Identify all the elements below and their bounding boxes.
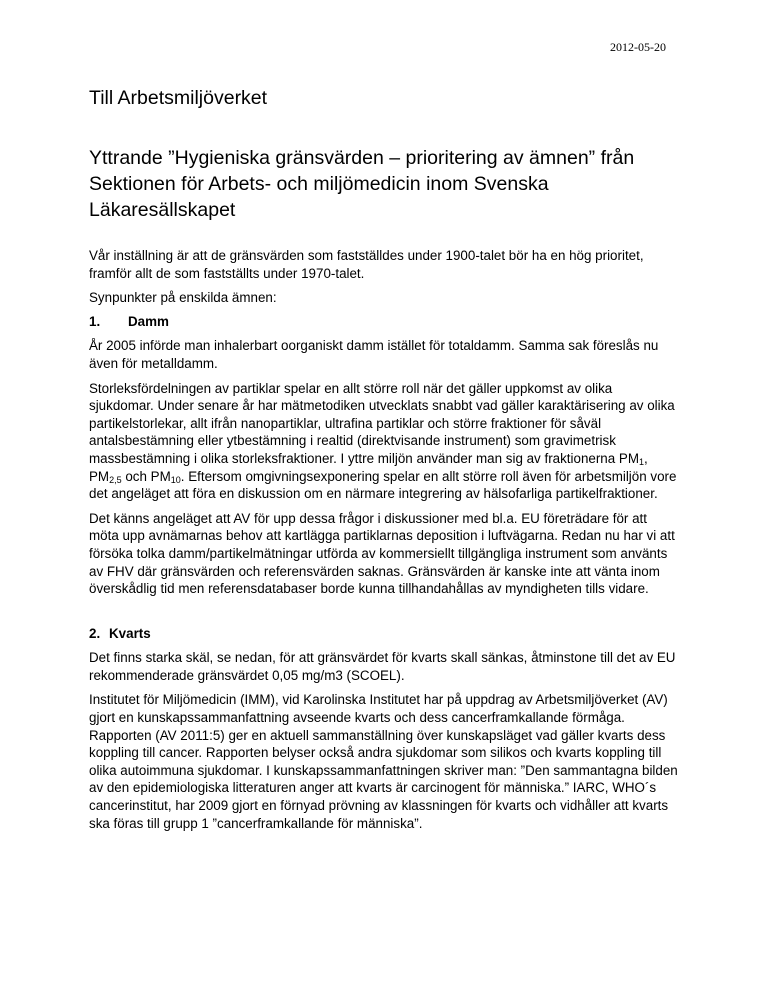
damm-p2-text-a: Storleksfördelningen av partiklar spelar en allt större roll när det gäller uppkomst av olika sjukdomar. Under senare år har mätmetodiken utvecklats snabbt vad gäller karaktärisering av olika partikelstorlekar, allt ifrån nanopartiklar, ultrafina partiklar och större fraktioner för såväl antalsbestämning eller ytbestämning i realtid (direktvisande instrument) som gravimetrisk massbestämning i olika storleksfraktioner. I yttre miljön använder man sig av fraktionerna PM: [89, 380, 675, 466]
section-heading-kvarts: [89, 625, 679, 643]
recipient-line: Till Arbetsmiljöverket: [89, 87, 268, 109]
pm25-prefix: , PM: [89, 450, 648, 484]
document-date: 2012-05-20: [610, 40, 666, 54]
damm-paragraph-3: Det känns angeläget att AV för upp dessa frågor i diskussioner med bl.a. EU företrädare för att möta upp avnämarnas behov att kartlägga partiklarnas deposition i luftvägarna. Redan nu har vi att försöka tolka damm/partikelmätningar utförda av kommersiellt tillgängliga instrument som använts av FHV där gränsvärden och referensvärden saknas. Gränsvärden är kanske inte att vänta inom överskådlig tid men referensdatabaser borde kunna tillhandahållas av myndigheten tills vidare.: [89, 510, 675, 597]
document-body: [89, 247, 679, 839]
section-title: Damm: [128, 313, 169, 329]
section-number: 2.: [89, 625, 101, 641]
document-title: Yttrande ”Hygieniska gränsvärden – prioritering av ämnen” från Sektionen för Arbets- och miljömedicin inom Svenska Läkaresällskapet: [89, 147, 635, 221]
intro-paragraph: Vår inställning är att de gränsvärden som fastställdes under 1900-talet bör ha en hög prioritet, framför allt de som fastställts under 1970-talet.: [89, 248, 644, 281]
pm10-subscript: 10: [170, 474, 181, 485]
kvarts-paragraph-1: Det finns starka skäl, se nedan, för att gränsvärdet för kvarts skall sänkas, åtminstone till det av EU rekommenderade gränsvärdet 0,05 mg/m3 (SCOEL).: [89, 650, 676, 683]
kvarts-paragraph-2: Institutet för Miljömedicin (IMM), vid Karolinska Institutet har på uppdrag av Arbetsmiljöverket (AV) gjort en kunskapssammanfattning avseende kvarts och dess cancerframkallande förmåga. Rapporten (AV 2011:5) ger en aktuell sammanställning över kunskapsläget vad gäller kvarts dess koppling till cancer. Rapporten belyser också andra sjukdomar som silikos och kvarts koppling till olika autoimmuna sjukdomar. I kunskapssammanfattningen skriver man: ”Den sammantagna bilden av den epidemiologiska litteraturen anger att kvarts är carcinogent för människa.” IARC, WHO´s cancerinstitut, har 2009 gjort en förnyad prövning av klassningen för kvarts och vidhåller att kvarts ska föras till grupp 1 ”cancerframkallande för människa”.: [89, 692, 678, 831]
section-heading-damm: [89, 313, 679, 331]
damm-paragraph-2: [89, 380, 679, 503]
pm25-subscript: 2,5: [109, 474, 122, 485]
section-title: Kvarts: [109, 625, 151, 641]
pm1-subscript: 1: [639, 456, 645, 467]
damm-p2-text-b: . Eftersom omgivningsexponering spelar en allt större roll även för arbetsmiljön vore det angeläget att föra en diskussion om en närmare integrering av hälsofarliga partikelfraktioner.: [89, 468, 677, 502]
pm10-prefix: och PM: [121, 468, 171, 484]
damm-paragraph-1: År 2005 införde man inhalerbart oorganiskt damm istället för totaldamm. Samma sak föreslås nu även för metalldamm.: [89, 338, 659, 371]
synpunkter-line: Synpunkter på enskilda ämnen:: [89, 290, 277, 306]
section-number: 1.: [89, 313, 101, 329]
